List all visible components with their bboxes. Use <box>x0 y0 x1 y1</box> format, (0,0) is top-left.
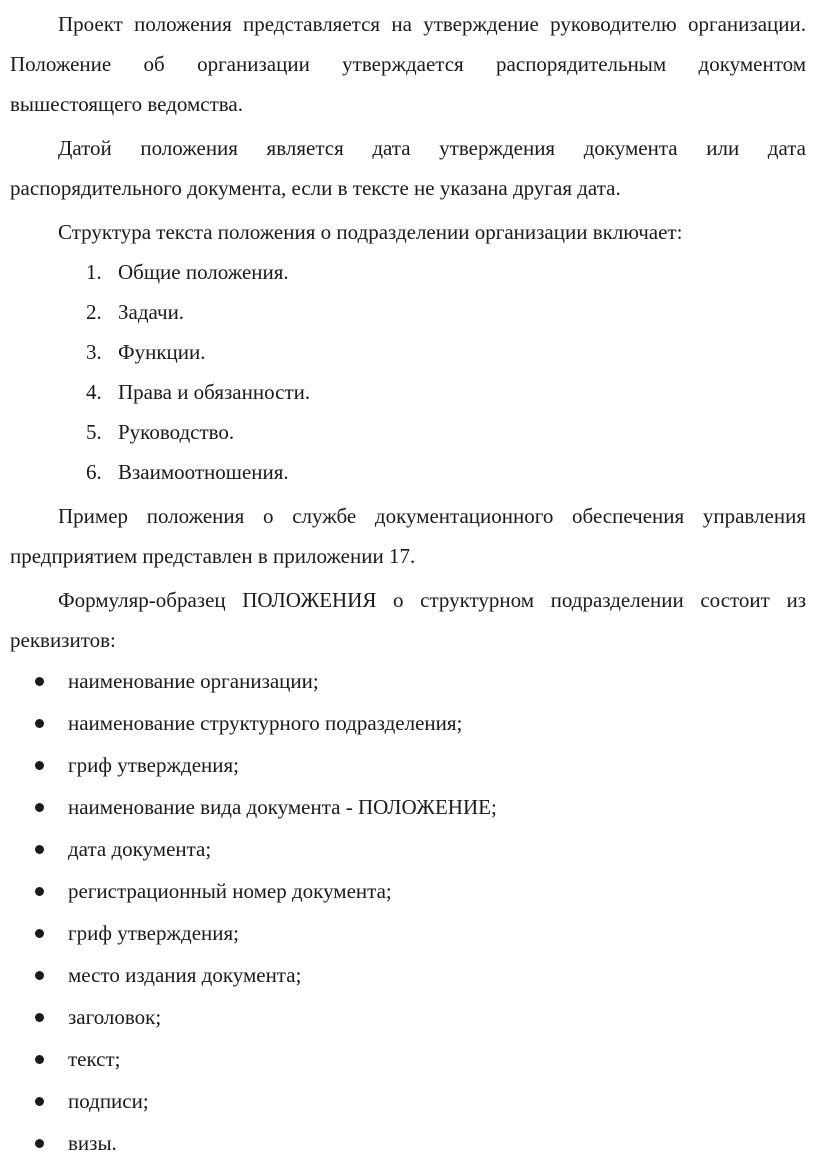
bullet-icon <box>35 1013 44 1022</box>
list-item <box>10 828 806 870</box>
list-item <box>10 292 806 332</box>
list-item-text: Права и обязанности. <box>118 380 311 404</box>
list-item-text: Функции. <box>118 340 206 364</box>
list-item-text: Взаимоотношения. <box>118 460 289 484</box>
list-item-text: текст; <box>68 1047 121 1071</box>
paragraph-date: Датой положения является дата утверждения документа или дата распорядительного документа, если в тексте не указана другая дата. <box>10 136 806 200</box>
paragraph-requisites-intro: Формуляр-образец ПОЛОЖЕНИЯ о структурном подразделении состоит из реквизитов: <box>10 588 806 652</box>
list-item-text: дата документа; <box>68 837 212 861</box>
list-item <box>10 744 806 786</box>
list-item <box>10 786 806 828</box>
bullet-icon <box>35 845 44 854</box>
list-item <box>10 702 806 744</box>
bullet-icon <box>35 1097 44 1106</box>
list-item-text: визы. <box>68 1131 117 1155</box>
list-item <box>10 870 806 912</box>
list-item <box>10 954 806 996</box>
list-item-text: регистрационный номер документа; <box>68 879 392 903</box>
list-item-text: заголовок; <box>68 1005 162 1029</box>
structure-list <box>10 252 806 492</box>
document-page <box>10 0 806 1164</box>
list-item-text: Задачи. <box>118 300 185 324</box>
list-number: 2. <box>86 300 102 324</box>
bullet-icon <box>35 761 44 770</box>
bullet-icon <box>35 929 44 938</box>
list-item-text: наименование организации; <box>68 669 319 693</box>
list-item <box>10 1080 806 1122</box>
list-item-text: гриф утверждения; <box>68 921 239 945</box>
requisites-list <box>10 660 806 1164</box>
bullet-icon <box>35 677 44 686</box>
bullet-icon <box>35 887 44 896</box>
list-item-text: гриф утверждения; <box>68 753 239 777</box>
list-item-text: Руководство. <box>118 420 235 444</box>
bullet-icon <box>35 1055 44 1064</box>
list-item <box>10 912 806 954</box>
list-item <box>10 1122 806 1164</box>
list-item <box>10 372 806 412</box>
list-item-text: подписи; <box>68 1089 149 1113</box>
bullet-icon <box>35 803 44 812</box>
list-number: 3. <box>86 340 102 364</box>
list-item <box>10 332 806 372</box>
list-number: 5. <box>86 420 102 444</box>
paragraph-example: Пример положения о службе документационного обеспечения управления предприятием представлен в приложении 17. <box>10 504 806 568</box>
paragraph-approval: Проект положения представляется на утверждение руководителю организации. Положение об организации утверждается распорядительным документом вышестоящего ведомства. <box>10 12 806 116</box>
list-number: 6. <box>86 460 102 484</box>
list-item-text: наименование структурного подразделения; <box>68 711 463 735</box>
list-item <box>10 660 806 702</box>
list-item <box>10 996 806 1038</box>
list-item-text: Общие положения. <box>118 260 289 284</box>
list-item <box>10 1038 806 1080</box>
paragraph-structure-intro: Структура текста положения о подразделении организации включает: <box>58 220 683 244</box>
list-item-text: место издания документа; <box>68 963 302 987</box>
list-item <box>10 452 806 492</box>
bullet-icon <box>35 971 44 980</box>
list-item <box>10 412 806 452</box>
list-item-text: наименование вида документа - ПОЛОЖЕНИЕ; <box>68 795 497 819</box>
bullet-icon <box>35 719 44 728</box>
list-number: 1. <box>86 260 102 284</box>
bullet-icon <box>35 1139 44 1148</box>
list-item <box>10 252 806 292</box>
list-number: 4. <box>86 380 102 404</box>
